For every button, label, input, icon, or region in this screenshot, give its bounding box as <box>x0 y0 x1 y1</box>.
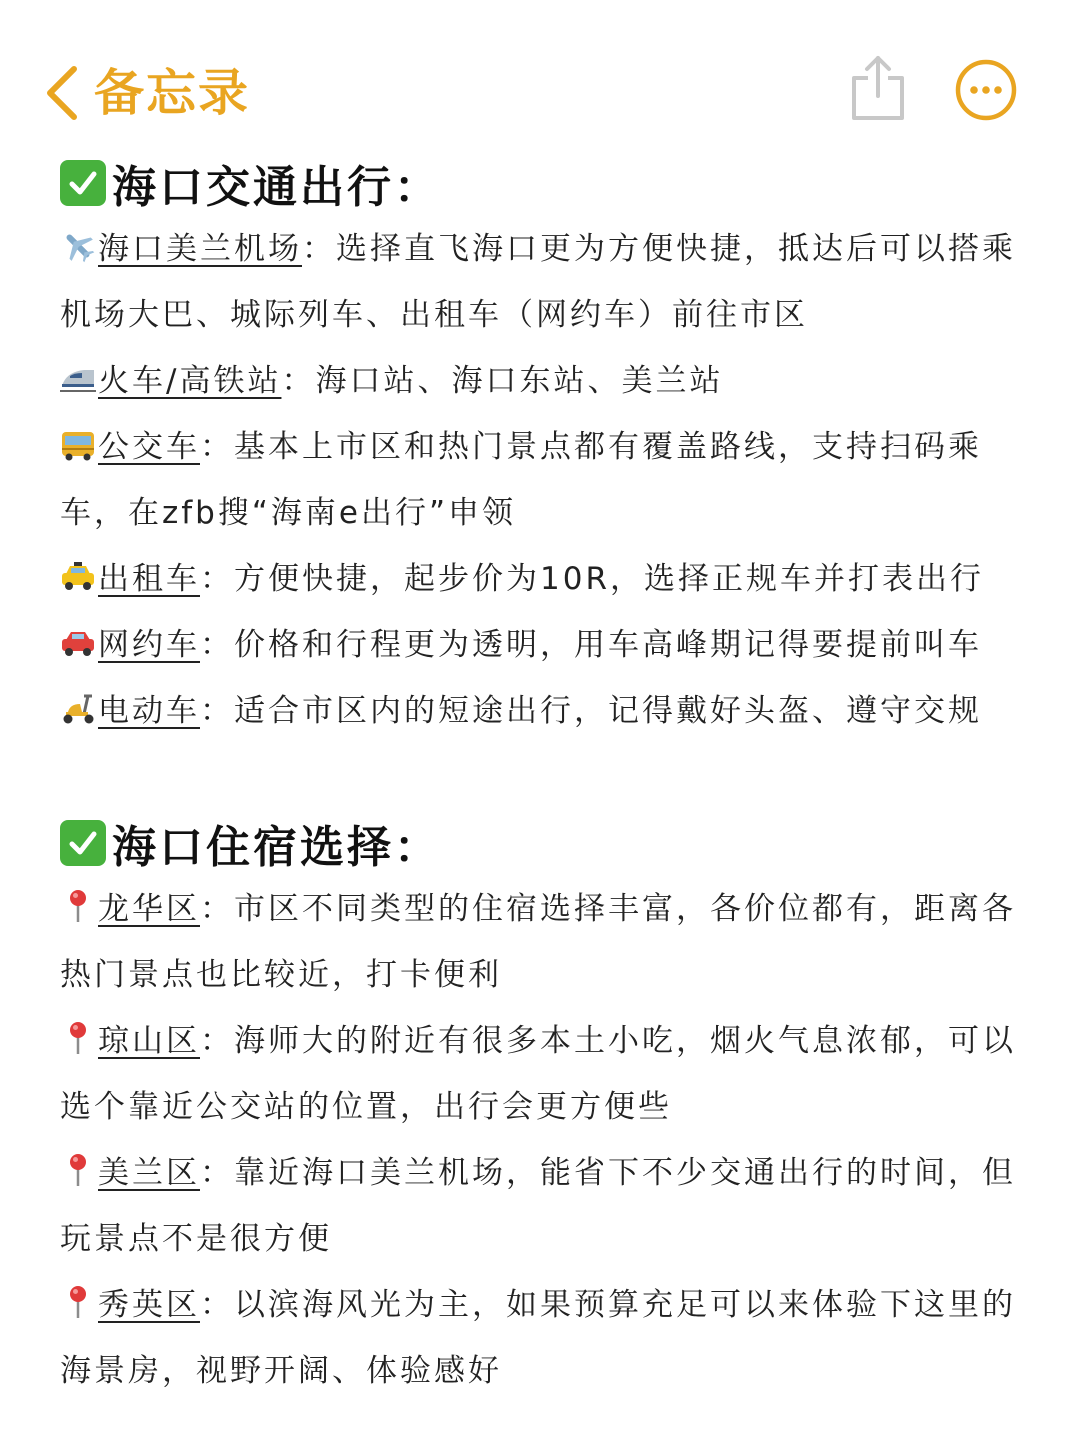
scooter-icon <box>60 690 96 726</box>
item-label: 海口美兰机场 <box>98 231 302 267</box>
item-text: ：海口站、海口东站、美兰站 <box>281 363 724 399</box>
pin-icon <box>60 1152 96 1188</box>
item-label: 龙华区 <box>98 891 200 927</box>
bullet-train-icon <box>60 360 96 396</box>
item-label: 公交车 <box>98 429 200 465</box>
list-item <box>60 348 1025 414</box>
item-text: ：以滨海风光为主，如果预算充足可以来体验下这里的海景房，视野开阔、体验感好 <box>60 1287 1016 1389</box>
item-text: ：适合市区内的短途出行，记得戴好头盔、遵守交规 <box>200 693 982 729</box>
list-item <box>60 1008 1025 1140</box>
back-button[interactable] <box>44 58 250 128</box>
section-title-lodging <box>60 810 1025 876</box>
item-label: 电动车 <box>98 693 200 729</box>
pin-icon <box>60 888 96 924</box>
item-label: 网约车 <box>98 627 200 663</box>
share-button[interactable] <box>850 54 906 122</box>
more-button[interactable] <box>954 58 1018 122</box>
item-text: ：靠近海口美兰机场，能省下不少交通出行的时间，但玩景点不是很方便 <box>60 1155 1016 1257</box>
more-icon <box>954 107 1018 126</box>
check-icon <box>60 820 106 866</box>
bus-icon <box>60 426 96 462</box>
item-label: 美兰区 <box>98 1155 200 1191</box>
section-title-text: 海口交通出行： <box>112 162 441 213</box>
check-icon <box>60 160 106 206</box>
item-text: ：价格和行程更为透明，用车高峰期记得要提前叫车 <box>200 627 982 663</box>
list-item <box>60 612 1025 678</box>
pin-icon <box>60 1020 96 1056</box>
taxi-icon <box>60 558 96 594</box>
airplane-icon <box>60 228 96 264</box>
item-text: ：方便快捷，起步价为10R，选择正规车并打表出行 <box>200 561 984 597</box>
list-item <box>60 1272 1025 1404</box>
item-label: 火车/高铁站 <box>98 363 282 399</box>
item-label: 出租车 <box>98 561 200 597</box>
item-text: ：选择直飞海口更为方便快捷，抵达后可以搭乘机场大巴、城际列车、出租车（网约车）前往市区 <box>60 231 1016 333</box>
list-item <box>60 678 1025 744</box>
spacer <box>60 744 1025 810</box>
list-item <box>60 414 1025 546</box>
pin-icon <box>60 1284 96 1320</box>
list-item <box>60 546 1025 612</box>
section-title-transport <box>60 150 1025 216</box>
item-label: 琼山区 <box>98 1023 200 1059</box>
share-icon <box>850 107 906 126</box>
item-text: ：市区不同类型的住宿选择丰富，各价位都有，距离各热门景点也比较近，打卡便利 <box>60 891 1016 993</box>
section-title-text: 海口住宿选择： <box>112 822 441 873</box>
car-icon <box>60 624 96 660</box>
navigation-bar <box>0 0 1080 150</box>
list-item <box>60 1140 1025 1272</box>
item-text: ：海师大的附近有很多本土小吃，烟火气息浓郁，可以选个靠近公交站的位置，出行会更方便些 <box>60 1023 1016 1125</box>
item-label: 秀英区 <box>98 1287 200 1323</box>
list-item <box>60 216 1025 348</box>
back-label: 备忘录 <box>94 64 250 122</box>
chevron-left-icon <box>44 65 80 121</box>
list-item <box>60 876 1025 1008</box>
item-text: ：基本上市区和热门景点都有覆盖路线，支持扫码乘车，在zfb搜“海南e出行”申领 <box>60 429 982 531</box>
note-body <box>60 150 1025 1404</box>
